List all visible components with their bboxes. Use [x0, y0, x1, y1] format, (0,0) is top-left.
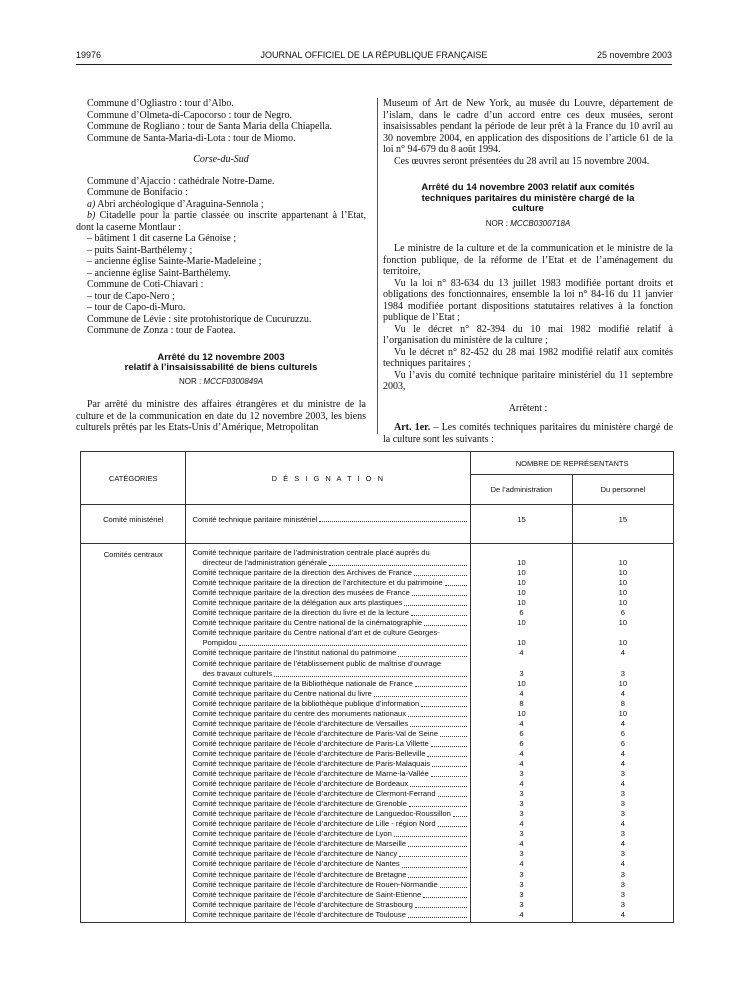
- designation-text: Comité technique paritaire de l’école d’architecture de Rouen-Normandie: [192, 879, 438, 889]
- admin-count: 10: [517, 638, 526, 648]
- personnel-count: 4: [620, 718, 626, 728]
- table-row: [192, 739, 467, 749]
- leader-dots: [399, 855, 467, 857]
- table-row: [192, 608, 467, 618]
- admin-count: 8: [519, 698, 524, 708]
- designation-text: Comité technique paritaire de la direction des Archives de France: [192, 568, 412, 578]
- header-rule: [76, 64, 672, 65]
- personnel-count: 10: [618, 638, 628, 648]
- designation-continuation: [192, 669, 467, 679]
- leader-dots: [329, 564, 467, 566]
- designation-text: Comité technique paritaire du Centre national de la cinématographie: [192, 618, 423, 628]
- personnel-count: 3: [620, 809, 626, 819]
- leader-dots: [408, 845, 467, 847]
- personnel-count: 10: [618, 588, 628, 598]
- table-row: [192, 759, 467, 769]
- table-row: [192, 859, 467, 869]
- designation-text: Comité technique paritaire de l’école d’architecture de Grenoble: [192, 799, 407, 809]
- designation-text: Comité technique paritaire de l’école d’architecture de Bretagne: [192, 869, 407, 879]
- designation-text: Comité technique paritaire de l’administration centrale placé auprès du: [192, 548, 430, 557]
- admin-count: 3: [519, 869, 524, 879]
- table-row: [192, 779, 467, 789]
- leader-dots: [394, 835, 467, 837]
- personnel-count: 10: [618, 708, 628, 718]
- personnel-count: 10: [618, 618, 628, 628]
- personnel-count: 3: [620, 789, 626, 799]
- leader-dots: [404, 604, 467, 606]
- admin-count: 10: [517, 568, 526, 578]
- personnel-count: 10: [618, 558, 628, 568]
- commune-line: Commune d’Olmeta-di-Capocorso : tour de Negro.: [87, 109, 292, 121]
- admin-count: 10: [517, 578, 526, 588]
- leader-dots: [440, 886, 467, 888]
- table-row: [192, 809, 467, 819]
- table-row: [192, 628, 467, 648]
- designation-line: [192, 509, 467, 524]
- committees-table: [80, 451, 674, 923]
- personnel-count: 4: [620, 859, 626, 869]
- leader-dots: [402, 866, 467, 868]
- paragraph: Museum of Art de New York, au musée du Louvre, département de l’islam, dans le cadre d’un accord entre ces deux musées, seront insaisissables pendant la période de leur prêt à la France du 10 avril au 30 novembre 2004, en application des dispositions de l’article 61 de la loi n° 94-679 du 8 août 1994.: [383, 98, 673, 155]
- paragraph: Ces œuvres seront présentées du 28 avril au 15 novembre 2004.: [394, 155, 650, 167]
- designation-text: Comité technique paritaire de l’école d’architecture de Marne-la-Vallée: [192, 769, 429, 779]
- designation-continuation: [192, 638, 467, 648]
- personnel-count: 10: [618, 678, 628, 688]
- leader-dots: [374, 695, 467, 697]
- table-row: [192, 910, 467, 920]
- designation-text: Comité technique paritaire de la direction des musées de France: [192, 588, 410, 598]
- table-row: [192, 659, 467, 679]
- personnel-count: 3: [620, 829, 626, 839]
- nor-label: NOR :: [485, 218, 508, 228]
- leader-dots: [409, 805, 467, 807]
- designation-text: Comité technique paritaire de l’école d’architecture de Clermont-Ferrand: [192, 789, 436, 799]
- admin-count: 6: [519, 608, 524, 618]
- table-row: [192, 839, 467, 849]
- designation-text: Comité technique paritaire du Centre national d’art et de culture Georges-: [192, 628, 440, 638]
- personnel-count: 10: [618, 598, 628, 608]
- leader-dots: [410, 785, 467, 787]
- commune-line: Commune de Santa-Maria-di-Lota : tour de Miomo.: [87, 132, 296, 144]
- personnel-count: 10: [618, 568, 628, 578]
- personnel-count: 4: [620, 819, 626, 829]
- arrete-title: Arrêté du 12 novembre 2003: [157, 351, 285, 363]
- designation-text: Comité technique paritaire de l’école d’architecture de Bordeaux: [192, 779, 409, 789]
- leader-dots: [424, 624, 467, 626]
- designation-text: Comité technique paritaire de l’école d’architecture de Toulouse: [192, 909, 406, 919]
- commune-line: Commune de Zonza : tour de Faotea.: [87, 325, 236, 336]
- list-item: – ancienne église Sainte-Marie-Madeleine ;: [87, 256, 262, 267]
- commune-line: Commune de Coti-Chiavari :: [87, 279, 204, 290]
- table-row: [192, 880, 467, 890]
- arretent-heading: Arrêtent :: [508, 402, 548, 414]
- designation-text: Comité technique paritaire ministériel: [192, 515, 318, 524]
- designation-text: Comité technique paritaire de la bibliothèque publique d’information: [192, 698, 420, 708]
- table-row: [192, 870, 467, 880]
- personnel-cell: [572, 544, 673, 923]
- admin-count: 3: [519, 789, 524, 799]
- designation-text: des travaux culturels: [202, 668, 273, 678]
- personnel-count: 3: [620, 769, 626, 779]
- designation-text: Comité technique paritaire de l’école d’architecture de Saint-Etienne: [192, 889, 422, 899]
- column-divider: [377, 98, 378, 434]
- admin-count: 3: [519, 769, 524, 779]
- leader-dots: [408, 876, 467, 878]
- designation-text: Comité technique paritaire de la direction de l’architecture et du patrimoine: [192, 578, 443, 588]
- personnel-count: 10: [618, 578, 628, 588]
- designation-text: Comité technique paritaire de la Bibliothèque nationale de France: [192, 678, 413, 688]
- nor-code: MCCB0300718A: [510, 218, 571, 228]
- admin-count: 10: [517, 618, 526, 628]
- designation-text: Pompidou: [202, 638, 237, 648]
- table-row: [192, 689, 467, 699]
- table-row: [192, 548, 467, 568]
- admin-count: 6: [519, 738, 524, 748]
- leader-dots: [453, 815, 467, 817]
- paragraph: Le ministre de la culture et de la communication et le ministre de la fonction publique, de la réforme de l’Etat et de l’aménagement du territoire,: [383, 243, 673, 277]
- category-cell: [81, 505, 186, 544]
- table-row: [192, 829, 467, 839]
- designation-text: Comité technique paritaire de l’école d’architecture de Paris-Malaquais: [192, 758, 431, 768]
- list-item: – tour de Capo-di-Muro.: [87, 302, 186, 313]
- designation-text: Comité technique paritaire de l’école d’architecture de Lyon: [192, 829, 392, 839]
- leader-dots: [421, 705, 467, 707]
- leader-dots: [408, 715, 467, 717]
- designation-text: Comité technique paritaire de l’école d’architecture de Paris-La Villette: [192, 738, 429, 748]
- list-item-b: [76, 210, 366, 233]
- leader-dots: [412, 594, 467, 596]
- category-cell: [81, 544, 186, 923]
- nor-code: MCCF0300849A: [203, 376, 264, 386]
- admin-count: 4: [519, 648, 524, 658]
- admin-count: 10: [517, 678, 526, 688]
- header-designation: D É S I G N A T I O N: [186, 452, 471, 505]
- designation-text: Comité technique paritaire de l’école d’architecture de Marseille: [192, 839, 407, 849]
- table-row: [192, 598, 467, 608]
- commune-line: Commune de Bonifacio :: [87, 187, 188, 198]
- leader-dots: [319, 520, 467, 522]
- article-text: – Les comités techniques paritaires du ministère chargé de la culture sont les suivants :: [383, 422, 674, 445]
- leader-dots: [410, 725, 467, 727]
- personnel-count: 4: [620, 779, 626, 789]
- table-row: [192, 679, 467, 689]
- arrete-subtitle: relatif à l’insaisissabilité de biens culturels: [124, 362, 318, 373]
- admin-count: 3: [519, 849, 524, 859]
- admin-count: 4: [519, 688, 524, 698]
- personnel-count: 8: [620, 698, 626, 708]
- paragraph: Par arrêté du ministre des affaires étrangères et du ministre de la culture et de la communication en date du 12 novembre 2003, les biens culturels prêtés par les Etats-Unis d’Amérique, Metropolitan: [76, 399, 366, 433]
- category-label: Comité ministériel: [103, 515, 164, 524]
- arrete-title-line-3: culture: [512, 203, 544, 214]
- table-row: [192, 749, 467, 759]
- leader-dots: [423, 896, 467, 898]
- personnel-count: 3: [620, 668, 626, 678]
- designation-text: Comité technique paritaire de la délégation aux arts plastiques: [192, 598, 403, 608]
- personnel-count: 4: [620, 909, 626, 919]
- leader-dots: [274, 675, 467, 677]
- admin-count: 4: [519, 758, 524, 768]
- table-row: [192, 819, 467, 829]
- personnel-count: 4: [620, 688, 626, 698]
- leader-dots: [431, 775, 467, 777]
- header-administration: De l’administration: [471, 475, 573, 505]
- designation-text: Comité technique paritaire du Centre national du livre: [192, 688, 372, 698]
- leader-dots: [408, 916, 467, 918]
- leader-dots: [415, 685, 467, 687]
- region-heading: Corse-du-Sud: [193, 154, 249, 165]
- header-categories: CATÉGORIES: [81, 452, 186, 505]
- designation-text: directeur de l’administration générale: [202, 558, 327, 568]
- designation-text: Comité technique paritaire du centre des monuments nationaux: [192, 708, 407, 718]
- personnel-count: 3: [620, 799, 626, 809]
- admin-count: 4: [519, 859, 524, 869]
- admin-count: 4: [519, 748, 524, 758]
- table-row-centraux: [81, 544, 674, 923]
- table-row: [192, 699, 467, 709]
- category-label: Comités centraux: [103, 550, 163, 559]
- nor-reference: [76, 376, 366, 388]
- header-personnel: Du personnel: [572, 475, 673, 505]
- personnel-count: 6: [620, 728, 626, 738]
- leader-dots: [239, 644, 468, 646]
- page-header: [76, 50, 672, 64]
- table-row-ministeriel: [81, 505, 674, 544]
- designation-text: Comité technique paritaire de l’école d’architecture de Languedoc-Roussillon: [192, 809, 451, 819]
- leader-dots: [432, 765, 467, 767]
- table-row: [192, 709, 467, 719]
- admin-count: 3: [519, 829, 524, 839]
- journal-title: JOURNAL OFFICIEL DE LA RÉPUBLIQUE FRANÇAISE: [260, 50, 488, 60]
- leader-dots: [438, 825, 468, 827]
- designation-cell: [186, 544, 471, 923]
- admin-cell: [471, 505, 573, 544]
- leader-dots: [431, 745, 467, 747]
- list-item: – tour de Capo-Nero ;: [87, 290, 175, 302]
- table-row: [192, 648, 467, 658]
- personnel-count: 3: [620, 879, 626, 889]
- admin-count: 4: [519, 909, 524, 919]
- list-item: – puits Saint-Barthélemy ;: [87, 244, 193, 256]
- table-row: [192, 799, 467, 809]
- table-row: [192, 789, 467, 799]
- admin-count: 10: [517, 588, 526, 598]
- leader-dots: [411, 614, 467, 616]
- admin-count: 15: [517, 515, 526, 524]
- article-label: Art. 1er.: [394, 422, 431, 433]
- admin-count: 10: [517, 558, 526, 568]
- personnel-count: 3: [620, 899, 626, 909]
- left-column: [76, 98, 366, 434]
- designation-continuation: [192, 558, 467, 568]
- leader-dots: [445, 584, 467, 586]
- item-label: a): [87, 198, 96, 210]
- admin-count: 4: [519, 819, 524, 829]
- admin-count: 3: [519, 889, 524, 899]
- list-item-a: [76, 199, 366, 211]
- personnel-count: 4: [620, 839, 626, 849]
- leader-dots: [414, 574, 467, 576]
- list-item: – ancienne église Saint-Barthélemy.: [87, 267, 231, 279]
- admin-count: 4: [519, 839, 524, 849]
- personnel-count: 4: [620, 648, 626, 658]
- paragraph: Vu la loi n° 83-634 du 13 juillet 1983 modifiée portant droits et obligations des fonctionnaires, ensemble la loi n° 84-16 du 11 janvier 1984 modifiée portant dispositions statutaires relatives à la fonction publique de l’Etat ;: [383, 277, 673, 323]
- personnel-cell: [572, 505, 673, 544]
- admin-count: 10: [517, 598, 526, 608]
- admin-count: 4: [519, 718, 524, 728]
- table-row: [192, 900, 467, 910]
- personnel-count: 3: [620, 869, 626, 879]
- leader-dots: [398, 655, 467, 657]
- table-row: [192, 588, 467, 598]
- designation-text: Comité technique paritaire de l’école d’architecture de Lille - région Nord: [192, 819, 436, 829]
- table-row: [192, 568, 467, 578]
- commune-line: Commune d’Ajaccio : cathédrale Notre-Dame.: [87, 175, 275, 187]
- right-column: [383, 98, 673, 445]
- personnel-count: 3: [620, 889, 626, 899]
- issue-date: 25 novembre 2003: [596, 50, 672, 60]
- item-label: b): [87, 210, 96, 221]
- article-1: [383, 422, 673, 445]
- designation-text: Comité technique paritaire de l’école d’architecture de Nancy: [192, 849, 398, 859]
- admin-count: 4: [519, 779, 524, 789]
- table-row: [192, 849, 467, 859]
- admin-count: 3: [519, 668, 524, 678]
- admin-count: 10: [517, 708, 526, 718]
- arrete-title-line-2: techniques paritaires du ministère chargé de la: [421, 192, 635, 204]
- table-row: [192, 578, 467, 588]
- designation-text: Comité technique paritaire de l’école d’architecture de Nantes: [192, 859, 400, 869]
- table-row: [192, 769, 467, 779]
- arrete-title: Arrêté du 14 novembre 2003 relatif aux comités: [421, 182, 635, 193]
- designation-text: Comité technique paritaire de l’école d’architecture de Versailles: [192, 718, 409, 728]
- designation-text: Comité technique paritaire de l’Institut national du patrimoine: [192, 648, 397, 658]
- admin-count: 3: [519, 809, 524, 819]
- designation-text: Comité technique paritaire de l’établissement public de maîtrise d’ouvrage: [192, 658, 442, 668]
- item-text: Abri archéologique d’Araguina-Sennola ;: [97, 198, 264, 210]
- commune-line: Commune d’Ogliastro : tour d’Albo.: [87, 98, 234, 109]
- nor-reference: [383, 218, 673, 230]
- paragraph: Vu le décret n° 82-394 du 10 mai 1982 modifié relatif à l’organisation du ministère de la culture ;: [383, 323, 673, 346]
- item-text: Citadelle pour la partie classée ou inscrite appartenant à l’Etat, dont la caserne Montlaur :: [76, 210, 367, 233]
- header-representatives: NOMBRE DE REPRÉSENTANTS: [471, 452, 674, 475]
- leader-dots: [440, 735, 467, 737]
- table-row: [192, 719, 467, 729]
- personnel-count: 15: [618, 515, 628, 524]
- designation-cell: [186, 505, 471, 544]
- personnel-count: 4: [620, 748, 626, 758]
- admin-count: 3: [519, 899, 524, 909]
- designation-text: Comité technique paritaire de l’école d’architecture de Paris-Val de Seine: [192, 728, 438, 738]
- admin-count: 3: [519, 879, 524, 889]
- admin-count: 6: [519, 728, 524, 738]
- admin-cell: [471, 544, 573, 923]
- leader-dots: [415, 906, 467, 908]
- personnel-count: 6: [620, 738, 626, 748]
- designation-text: Comité technique paritaire de la direction du livre et de la lecture: [192, 608, 410, 618]
- admin-count: 3: [519, 799, 524, 809]
- designation-text: Comité technique paritaire de l’école d’architecture de Strasbourg: [192, 899, 413, 909]
- table-row: [192, 618, 467, 628]
- paragraph: Vu l’avis du comité technique paritaire ministériel du 11 septembre 2003,: [383, 369, 673, 392]
- designation-text: Comité technique paritaire de l’école d’architecture de Paris-Belleville: [192, 748, 426, 758]
- table-row: [192, 890, 467, 900]
- paragraph: Vu le décret n° 82-452 du 28 mai 1982 modifié relatif aux comités techniques paritaires ;: [383, 346, 673, 369]
- leader-dots: [438, 795, 468, 797]
- nor-label: NOR :: [178, 376, 202, 386]
- list-item: – bâtiment 1 dit caserne La Génoise ;: [87, 233, 237, 244]
- personnel-count: 6: [620, 608, 626, 618]
- commune-line: Commune de Rogliano : tour de Santa Maria della Chiapella.: [87, 121, 332, 132]
- personnel-count: 4: [620, 758, 626, 768]
- table-row: [192, 729, 467, 739]
- commune-line: Commune de Lévie : site protohistorique de Cucuruzzu.: [87, 313, 312, 325]
- personnel-count: 3: [620, 849, 626, 859]
- page-number: 19976: [76, 50, 102, 60]
- leader-dots: [427, 755, 467, 757]
